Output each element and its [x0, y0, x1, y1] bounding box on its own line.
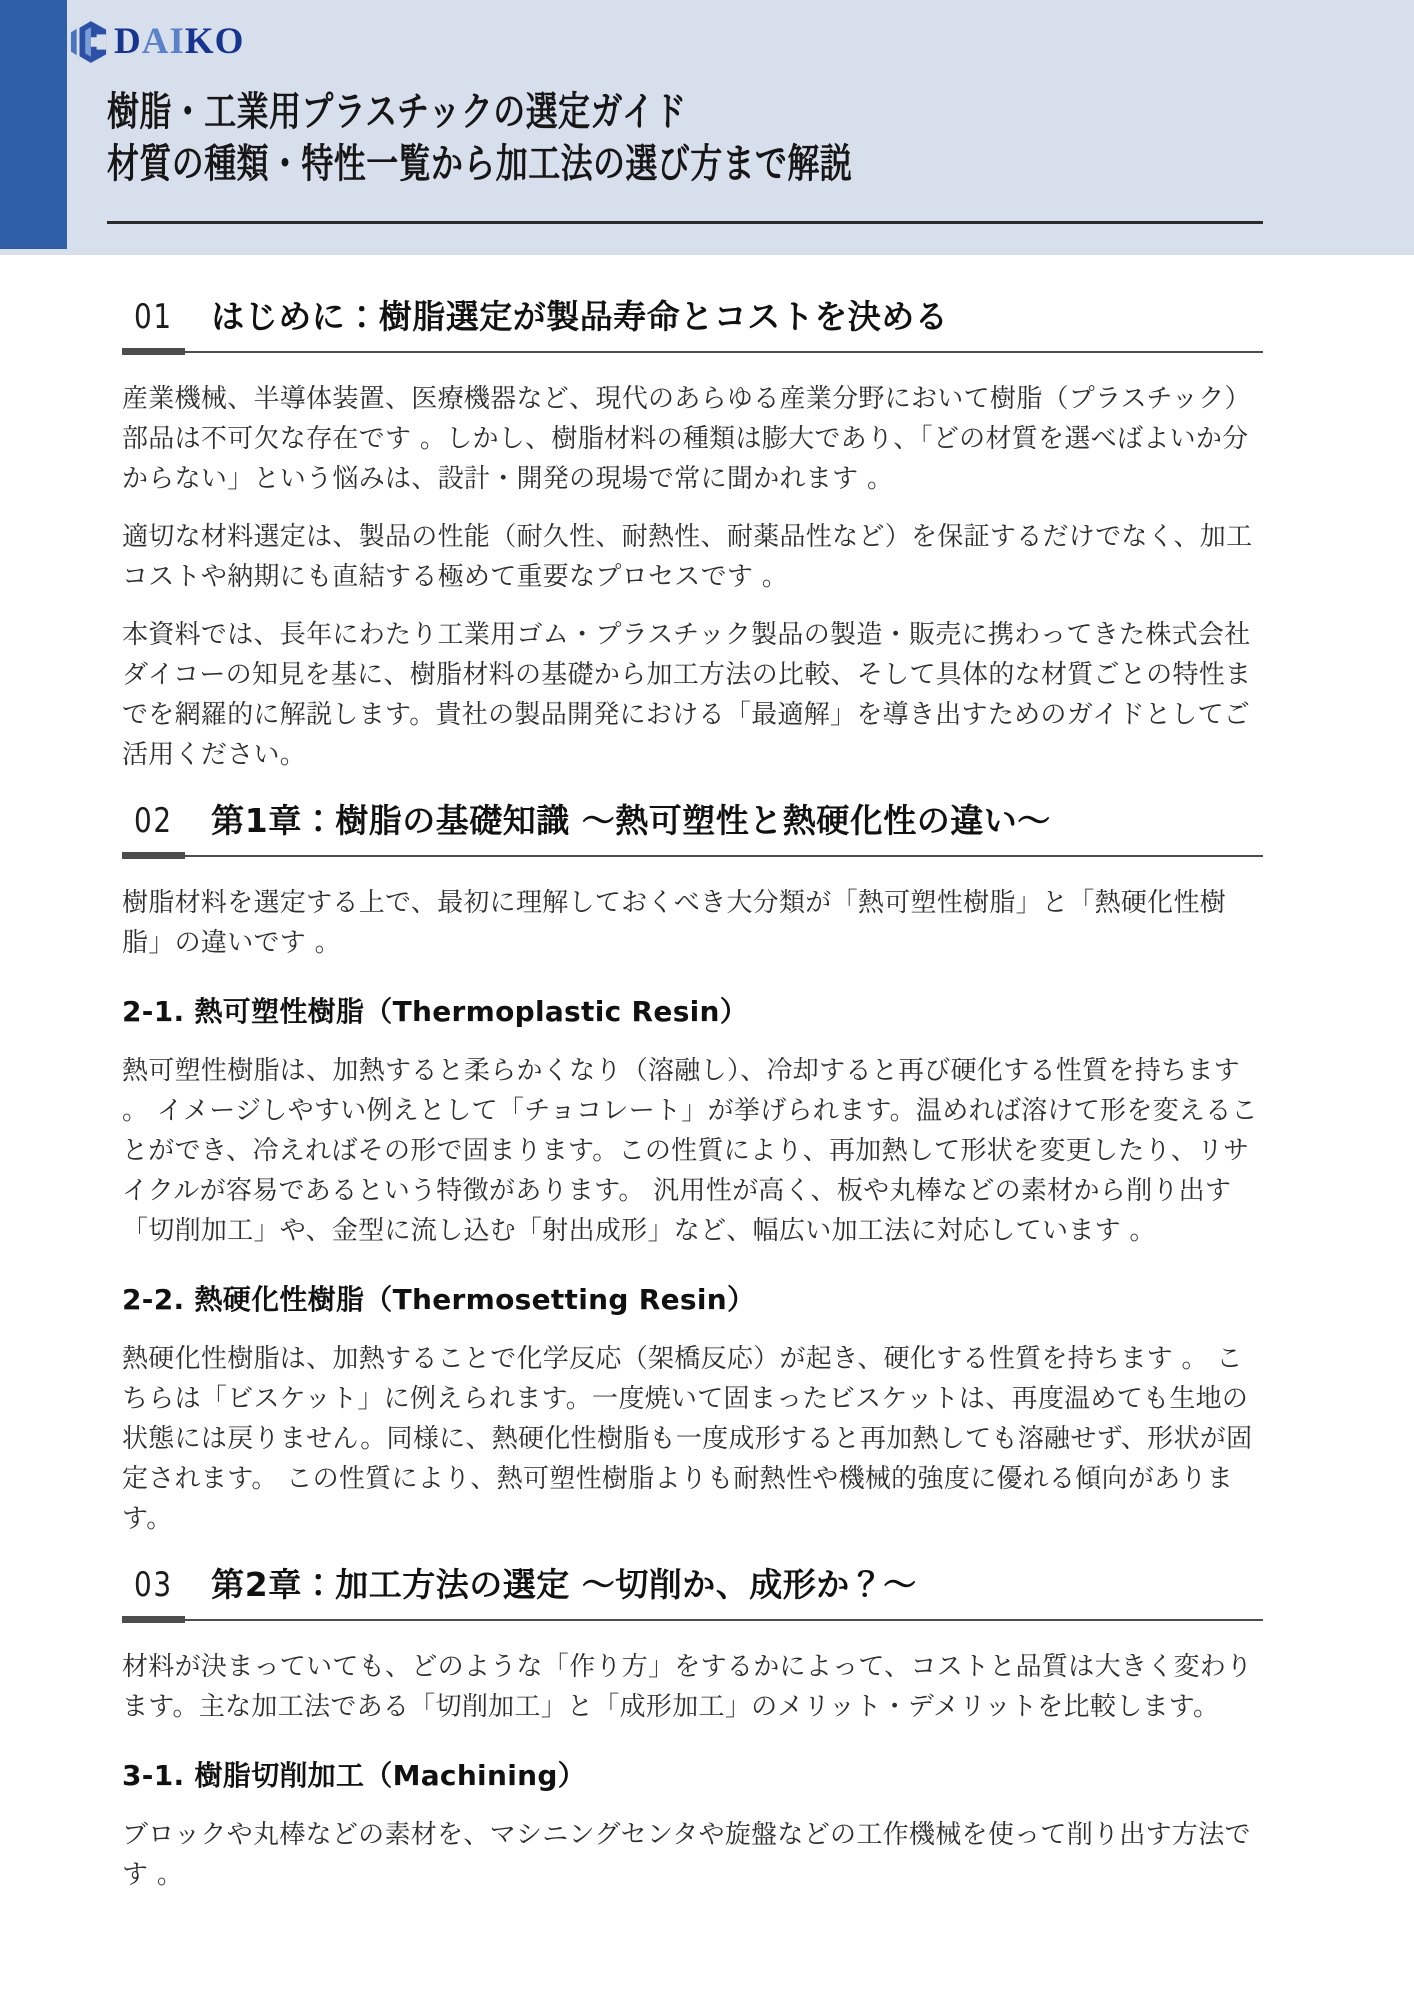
logo-letter-d: D [114, 21, 142, 62]
title-line-1: 樹脂・工業用プラスチックの選定ガイド [107, 89, 687, 135]
section-number: 03 [134, 1565, 173, 1605]
section-03 [122, 1563, 1384, 1895]
paragraph: 熱硬化性樹脂は、加熱することで化学反応（架橋反応）が起き、硬化する性質を持ちます 。 こちらは「ビスケット」に例えられます。一度焼いて固まったビスケットは、再度温めても生地の状態には戻りません。同様に、熱硬化性樹脂も一度成形すると再加熱しても溶融せず、形状が固定されます。 この性質により、熱可塑性樹脂よりも耐熱性や機械的強度に優れる傾向があります。 [122, 1344, 1253, 1534]
paragraph: 産業機械、半導体装置、医療機器など、現代のあらゆる産業分野において樹脂（プラスチック）部品は不可欠な存在です 。しかし、樹脂材料の種類は膨大であり、「どの材質を選べばよいか分からない」という悩みは、設計・開発の現場で常に聞かれます 。 [122, 384, 1251, 494]
divider-thick-segment [122, 852, 185, 859]
logo-letters-ko: KO [184, 21, 245, 62]
paragraph: 樹脂材料を選定する上で、最初に理解しておくべき大分類が「熱可塑性樹脂」と「熱硬化性樹脂」の違いです 。 [122, 888, 1227, 958]
header-accent-bar [0, 0, 67, 249]
logo-letters-ai: AI [141, 21, 185, 62]
subsection-heading-2-2: 2-2. 熱硬化性樹脂（Thermosetting Resin） [122, 1283, 756, 1316]
document-content [0, 295, 1414, 1895]
paragraph: 本資料では、長年にわたり工業用ゴム・プラスチック製品の製造・販売に携わってきた株式会社ダイコーの知見を基に、樹脂材料の基礎から加工方法の比較、そして具体的な材質ごとの特性までを網羅的に解説します。貴社の製品開発における「最適解」を導き出すためのガイドとしてご活用ください。 [122, 620, 1252, 770]
divider-thin-line [185, 855, 1263, 857]
title-line-2: 材質の種類・特性一覧から加工法の選び方まで解説 [107, 141, 853, 187]
section-number: 01 [134, 297, 173, 337]
divider-thick-segment [122, 1616, 185, 1623]
subsection-heading-3-1: 3-1. 樹脂切削加工（Machining） [122, 1759, 586, 1792]
divider-thick-segment [122, 348, 185, 355]
paragraph: 適切な材料選定は、製品の性能（耐久性、耐熱性、耐薬品性など）を保証するだけでなく、加工コストや納期にも直結する極めて重要なプロセスです 。 [122, 522, 1253, 592]
company-logo [70, 18, 244, 66]
page-title [107, 86, 1039, 190]
section-heading: 第2章：加工方法の選定 〜切削か、成形か？〜 [211, 1565, 917, 1604]
section-number: 02 [134, 801, 173, 841]
paragraph: 熱可塑性樹脂は、加熱すると柔らかくなり（溶融し）、冷却すると再び硬化する性質を持ちます 。 イメージしやすい例えとして「チョコレート」が挙げられます。温めれば溶けて形を変えることができ、冷えればその形で固まります。この性質により、再加熱して形状を変更したり、リサイクルが容易であるという特徴があります。 汎用性が高く、板や丸棒などの素材から削り出す「切削加工」や、金型に流し込む「射出成形」など、幅広い加工法に対応しています 。 [122, 1056, 1258, 1246]
section-02-heading-row [122, 799, 1384, 843]
section-03-heading-row [122, 1563, 1384, 1607]
title-underline [107, 221, 1263, 224]
paragraph: ブロックや丸棒などの素材を、マシニングセンタや旋盤などの工作機械を使って削り出す方法です 。 [122, 1820, 1251, 1890]
subsection-heading-2-1: 2-1. 熱可塑性樹脂（Thermoplastic Resin） [122, 995, 749, 1028]
paragraph: 材料が決まっていても、どのような「作り方」をするかによって、コストと品質は大きく変わります。主な加工法である「切削加工」と「成形加工」のメリット・デメリットを比較します。 [122, 1652, 1253, 1722]
section-divider [122, 852, 1263, 859]
section-divider [122, 348, 1263, 355]
section-heading: はじめに：樹脂選定が製品寿命とコストを決める [211, 297, 949, 336]
divider-thin-line [185, 351, 1263, 353]
section-01 [122, 295, 1384, 775]
section-heading: 第1章：樹脂の基礎知識 〜熱可塑性と熱硬化性の違い〜 [211, 801, 1051, 840]
divider-thin-line [185, 1619, 1263, 1621]
daiko-logo-icon [70, 18, 108, 66]
page-header [0, 0, 1414, 255]
logo-text [114, 18, 244, 66]
section-divider [122, 1616, 1263, 1623]
section-01-heading-row [122, 295, 1384, 339]
section-02 [122, 799, 1384, 1539]
